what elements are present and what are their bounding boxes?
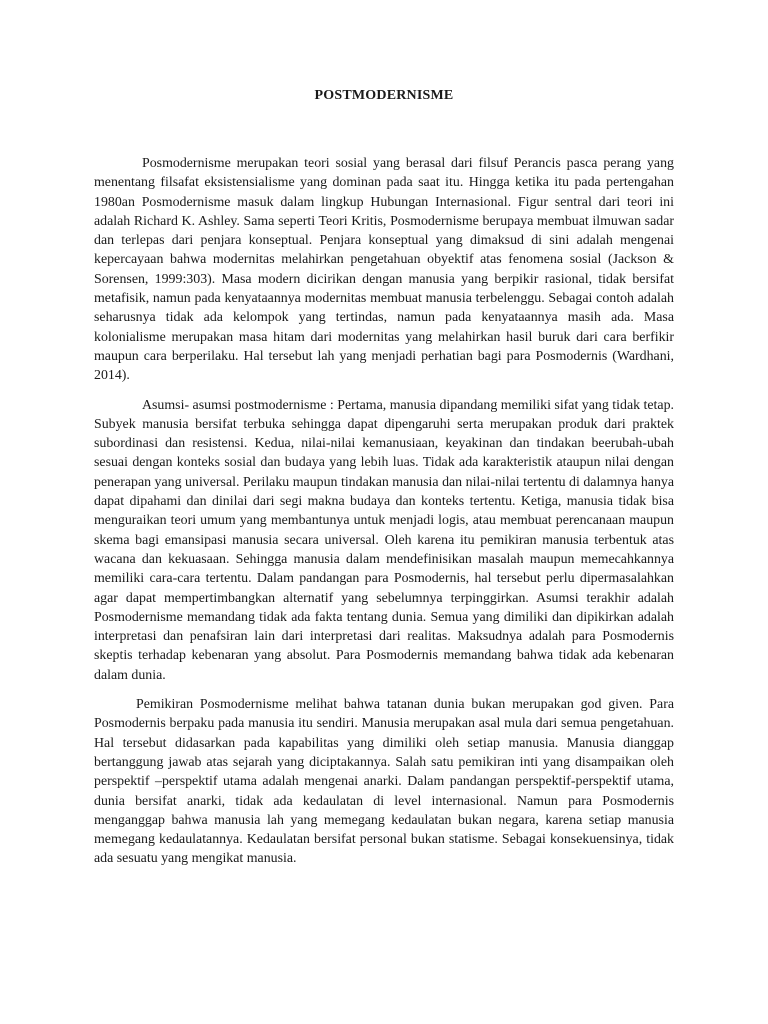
document-page (94, 0, 674, 869)
page-title: POSTMODERNISME (314, 88, 454, 103)
paragraph-2: Asumsi- asumsi postmodernisme : Pertama, manusia dipandang memiliki sifat yang tidak tetap. Subyek manusia bersifat terbuka sehingga dapat dipengaruhi serta merupakan produk dari praktek subordinasi dan resistensi. Kedua, nilai-nilai kemanusiaan, keyakinan dan tindakan beerubah-ubah sesuai dengan konteks sosial dan budaya yang lebih luas. Tidak ada karakteristik ataupun nilai dengan penerapan yang universal. Perilaku maupun tindakan manusia dan nilai-nilai tertentu di dalamnya hanya dapat dipahami dan dinilai dari segi makna budaya dan konteks tertentu. Ketiga, manusia tidak bisa menguraikan teori umum yang membantunya untuk menjadi logis, atau membuat perencanaan maupun skema bagi emansipasi manusia secara universal. Oleh karena itu pemikiran manusia terbentuk atas wacana dan kekuasaan. Sehingga manusia dalam mendefinisikan masalah maupun memecahkannya memiliki cara-cara tertentu. Dalam pandangan para Posmodernis, hal tersebut perlu dipermasalahkan agar dapat mempertimbangkan alternatif yang sebelumnya terpinggirkan. Asumsi terakhir adalah Posmodernisme memandang tidak ada fakta tentang dunia. Semua yang dimiliki dan dipikirkan adalah interpretasi dan penafsiran lain dari interpretasi dari realitas. Maksudnya adalah para Posmodernis skeptis terhadap kebenaran yang absolut. Para Posmodernis memandang bahwa tidak ada kebenaran dalam dunia. (94, 397, 674, 683)
paragraph-3: Pemikiran Posmodernisme melihat bahwa tatanan dunia bukan merupakan god given. Para Posmodernis berpaku pada manusia itu sendiri. Manusia merupakan asal mula dari semua pengetahuan. Hal tersebut didasarkan pada kapabilitas yang dimiliki oleh setiap manusia. Manusia dianggap bertanggung jawab atas sejarah yang diciptakannya. Salah satu pemikiran inti yang disampaikan oleh perspektif –perspektif utama adalah mengenai anarki. Dalam pandangan perspektif-perspektif utama, dunia bersifat anarki, tidak ada kedaulatan di level internasional. Namun para Posmodernis menganggap bahwa manusia lah yang memegang kedaulatan bukan negara, karena setiap manusia memegang kedaulatannya. Kedaulatan bersifat personal bukan statisme. Sebagai konsekuensinya, tidak ada sesuatu yang mengikat manusia. (94, 697, 674, 867)
paragraph-1: Posmodernisme merupakan teori sosial yang berasal dari filsuf Perancis pasca perang yang menentang filsafat eksistensialisme yang dominan pada saat itu. Hingga ketika itu pada pertengahan 1980an Posmodernisme masuk dalam lingkup Hubungan Internasional. Figur sentral dari teori ini adalah Richard K. Ashley. Sama seperti Teori Kritis, Posmodernisme berupaya membuat ilmuwan sadar dan terlepas dari penjara konseptual. Penjara konseptual yang dimaksud di sini adalah mengenai kepercayaan bahwa modernitas melahirkan pengetahuan obyektif atas fenomena sosial (Jackson & Sorensen, 1999:303). Masa modern dicirikan dengan manusia yang berpikir rasional, tidak bersifat metafisik, namun pada kenyataannya modernitas membuat manusia terbelenggu. Sebagai contoh adalah seharusnya tidak ada kelompok yang tertindas, namun pada kenyataannya masih ada. Masa kolonialisme merupakan masa hitam dari modernitas yang melahirkan hasil buruk dari cara berfikir maupun cara berperilaku. Hal tersebut lah yang menjadi perhatian bagi para Posmodernis (Wardhani, 2014). (94, 156, 674, 384)
